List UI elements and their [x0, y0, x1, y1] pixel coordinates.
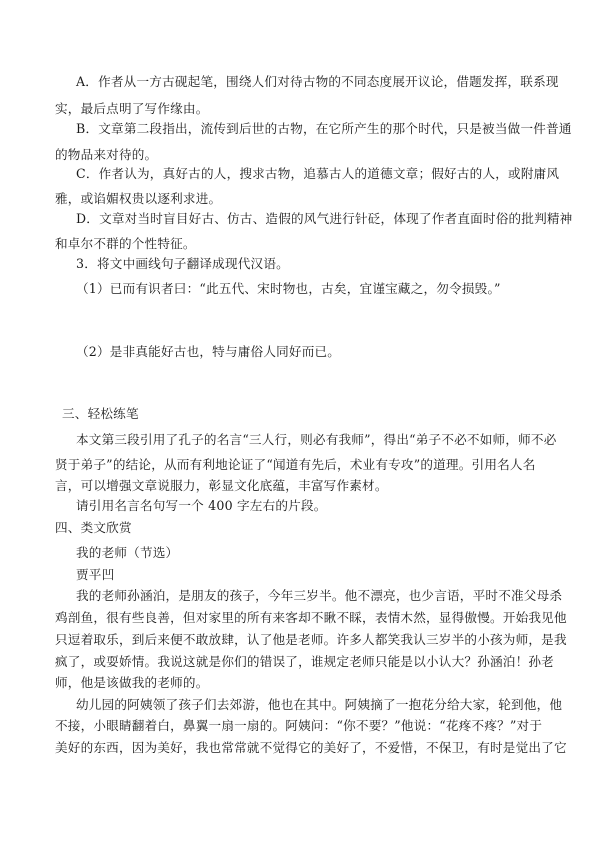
option-a-line-2: 实，最后点明了写作缘由。 — [55, 101, 209, 116]
essay-para-1-line-2: 鸡剖鱼，很有些良善，但对家里的所有来客却不瞅不睬，表情木然，显得傲慢。开始我见他 — [55, 610, 567, 625]
essay-para-1-line-5: 师，他是该做我的老师的。 — [55, 675, 209, 690]
essay-para-1-line-3: 只逗着取乐，到后来便不敢放肆，认了他是老师。许多人都笑我认三岁半的小孩为师，是我 — [55, 632, 567, 647]
section-3-para-line-3: 言，可以增强文章说服力，彰显文化底蕴，丰富写作素材。 — [55, 478, 388, 493]
section-3-heading: 三、轻松练笔 — [62, 406, 139, 421]
option-d-line-2: 和卓尔不群的个性特征。 — [55, 236, 196, 251]
option-a-line-1: A．作者从一方古砚起笔，围绕人们对待古物的不同态度展开议论，借题发挥，联系现 — [76, 74, 559, 89]
option-b-line-2: 的物品来对待的。 — [55, 147, 158, 162]
essay-author: 贾平凹 — [76, 567, 115, 582]
essay-para-2-line-1: 幼儿园的阿姨领了孩子们去郊游，他也在其中。阿姨摘了一抱花分给大家，轮到他，他 — [76, 697, 563, 712]
option-b-line-1: B．文章第二段指出，流传到后世的古物，在它所产生的那个时代，只是被当做一件普通 — [76, 121, 572, 136]
section-4-heading: 四、类文欣赏 — [55, 520, 132, 535]
option-c-line-2: 雅，或谄媚权贵以逐利求进。 — [55, 191, 222, 206]
option-c-line-1: C．作者认为，真好古的人，搜求古物，追慕古人的道德文章；假好古的人，或附庸风 — [76, 166, 560, 181]
essay-para-2-line-3: 美好的东西，因为美好，我也常常就不觉得它的美好了，不爱惜，不保卫，有时是觉出了它 — [55, 740, 567, 755]
essay-para-1-line-1: 我的老师孙涵泊，是朋友的孩子，今年三岁半。他不漂亮，也少言语，平时不准父母杀 — [76, 588, 563, 603]
essay-para-2-line-2: 不接，小眼睛翻着白，鼻翼一扇一扇的。阿姨问：“你不要？”他说：“花疼不疼？”对于 — [55, 718, 543, 733]
essay-title: 我的老师（节选） — [76, 545, 179, 560]
essay-para-1-line-4: 疯了，或耍娇情。我说这就是你们的错误了，谁规定老师只能是以小认大？孙涵泊！孙老 — [55, 654, 554, 669]
question-3-item-1: （1）已而有识者曰：“此五代、宋时物也，古矣，宜谨宝藏之，勿令损毁。” — [76, 281, 501, 296]
question-3-heading: 3．将文中画线句子翻译成现代汉语。 — [76, 256, 289, 271]
question-3-item-2: （2）是非真能好古也，特与庸俗人同好而已。 — [76, 344, 341, 359]
section-3-para-line-2: 贤于弟子”的结论，从而有利地论证了“闻道有先后，术业有专攻”的道理。引用名人名 — [55, 457, 536, 472]
section-3-para-line-1: 本文第三段引用了孔子的名言“三人行，则必有我师”，得出“弟子不必不如师，师不必 — [76, 432, 557, 447]
section-3-task: 请引用名言名句写一个 400 字左右的片段。 — [76, 498, 327, 513]
option-d-line-1: D．文章对当时盲目好古、仿古、造假的风气进行针砭，体现了作者直面时俗的批判精神 — [76, 211, 573, 226]
